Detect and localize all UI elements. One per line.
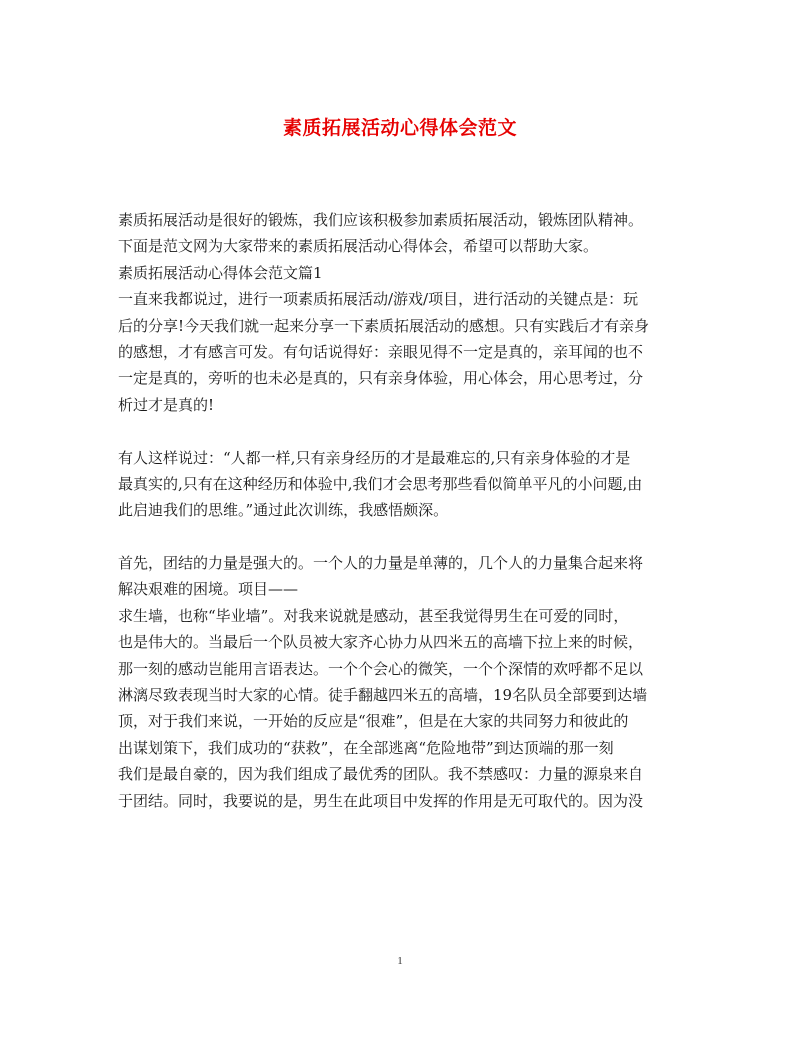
text-line: 我们是最自豪的，因为我们组成了最优秀的团队。我不禁感叹：力量的源泉来自 (118, 765, 644, 784)
text-line: 顶，对于我们来说，一开始的反应是“很难”，但是在大家的共同努力和彼此的 (118, 712, 629, 731)
text-line: 素质拓展活动是很好的锻炼，我们应该积极参加素质拓展活动，锻炼团队精神。 (118, 211, 644, 229)
text-line: 有人这样说过：“人都一样,只有亲身经历的才是最难忘的,只有亲身体验的才是 (118, 448, 631, 467)
text-line: 淋漓尽致表现当时大家的心情。徒手翻越四米五的高墙，19名队员全部要到达墙 (118, 686, 648, 705)
text-line: 析过才是真的! (118, 395, 215, 414)
paragraph-gap (118, 418, 683, 444)
paragraph-gap (118, 524, 683, 550)
text-line: 也是伟大的。当最后一个队员被大家齐心协力从四米五的高墙下拉上来的时候， (118, 633, 644, 652)
text-line: 出谋划策下，我们成功的“获救”，在全部逃离“危险地带”到达顶端的那一刻 (118, 738, 614, 757)
text-line: 的感想，才有感言可发。有句话说得好：亲眼见得不一定是真的，亲耳闻的也不 (118, 342, 644, 361)
text-line: 下面是范文网为大家带来的素质拓展活动心得体会，希望可以帮助大家。 (118, 237, 599, 256)
text-line: 于团结。同时，我要说的是，男生在此项目中发挥的作用是无可取代的。因为没 (118, 791, 644, 810)
page-number: 1 (397, 955, 403, 967)
text-line: 求生墙，也称“毕业墙”。对我来说就是感动，甚至我觉得男生在可爱的同时， (118, 606, 629, 625)
text-line: 一定是真的，旁听的也未必是真的，只有亲身体验，用心体会，用心思考过，分 (118, 369, 644, 388)
text-line: 此启迪我们的思维。”通过此次训练，我感悟颇深。 (118, 501, 449, 520)
text-line: 那一刻的感动岂能用言语表达。一个个会心的微笑，一个个深情的欢呼都不足以 (118, 659, 644, 678)
text-line: 最真实的,只有在这种经历和体验中,我们才会思考那些看似简单平凡的小问题,由 (118, 474, 643, 493)
text-line: 一直来我都说过，进行一项素质拓展活动/游戏/项目，进行活动的关键点是：玩 (118, 290, 639, 309)
text-line: 后的分享!今天我们就一起来分享一下素质拓展活动的感想。只有实践后才有亲身 (118, 316, 650, 335)
text-line: 首先，团结的力量是强大的。一个人的力量是单薄的，几个人的力量集合起来将 (118, 554, 644, 573)
document-title: 素质拓展活动心得体会范文 (282, 117, 517, 139)
text-line: 解决艰难的困境。项目—— (118, 580, 299, 599)
text-line: 素质拓展活动心得体会范文篇1 (118, 263, 323, 282)
document-body (118, 207, 683, 814)
